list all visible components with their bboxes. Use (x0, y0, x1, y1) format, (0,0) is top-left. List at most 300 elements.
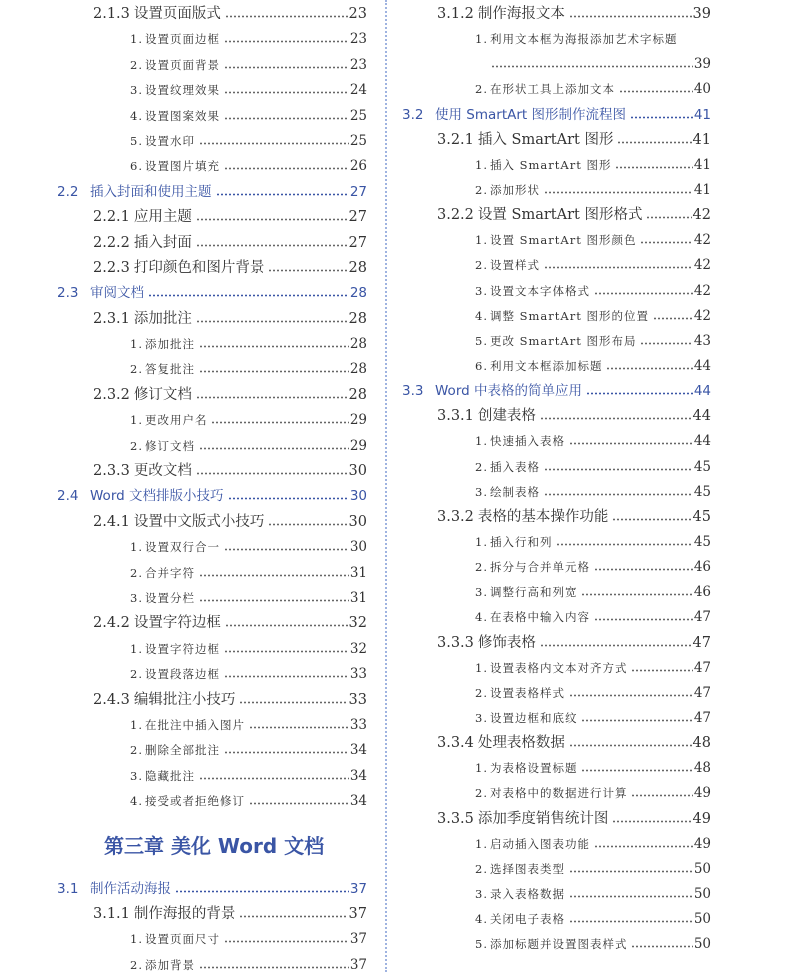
entry-number: 3. (475, 484, 488, 499)
page-number: 37 (349, 931, 367, 948)
dot-leader (612, 817, 691, 823)
entry-number: 4. (475, 912, 488, 927)
entry-number: 3.1.1 (93, 905, 130, 922)
page-number: 27 (349, 183, 367, 200)
page-number: 29 (349, 412, 367, 429)
entry-title: 拆分与合并单元格 (489, 560, 590, 575)
entry-number: 6. (475, 358, 488, 373)
toc-entry[interactable] (0, 104, 367, 129)
page-number: 47 (693, 659, 711, 676)
toc-entry[interactable] (395, 781, 711, 806)
page-number: 32 (349, 640, 367, 657)
entry-title: 设置页面边框 (144, 32, 220, 47)
page-number: 37 (349, 880, 367, 897)
entry-number: 2. (130, 438, 143, 453)
dot-leader (594, 615, 693, 621)
entry-number: 3.2.1 (437, 131, 474, 148)
entry-number: 2.2.3 (93, 259, 130, 276)
entry-number: 1. (475, 157, 488, 172)
entry-title: 添加标题并设置图表样式 (489, 937, 628, 952)
toc-entry[interactable] (0, 434, 367, 459)
entry-title: 接受或者拒绝修订 (144, 794, 245, 809)
dot-leader (175, 887, 349, 893)
entry-number: 2. (475, 786, 488, 801)
toc-entry[interactable] (0, 586, 367, 611)
entry-number: 3. (130, 83, 143, 98)
entry-title: 编辑批注小技巧 (133, 691, 236, 708)
entry-number: 2. (130, 57, 143, 72)
entry-number: 2. (130, 743, 143, 758)
toc-entry[interactable] (0, 789, 367, 814)
entry-title: 插入行和列 (489, 534, 553, 549)
toc-entry[interactable] (395, 731, 711, 756)
entry-number: 2. (475, 82, 488, 97)
dot-leader (224, 937, 349, 943)
entry-title: 利用文本框添加标题 (489, 358, 603, 373)
entry-title: 添加批注 (144, 337, 195, 352)
toc-entry[interactable] (395, 681, 711, 706)
dot-leader (225, 12, 348, 18)
toc-entry[interactable] (0, 332, 367, 357)
entry-number: 2. (130, 362, 143, 377)
toc-entry[interactable] (0, 205, 367, 230)
dot-leader (196, 241, 348, 247)
entry-number: 1. (130, 413, 143, 428)
entry-title: 调整行高和列宽 (489, 585, 578, 600)
entry-number: 3.3.1 (437, 408, 474, 425)
entry-number: 3. (475, 710, 488, 725)
toc-entry[interactable] (395, 329, 711, 354)
page-number: 44 (693, 357, 711, 374)
entry-number: 4. (475, 610, 488, 625)
dot-leader (612, 515, 691, 521)
page-number: 50 (693, 911, 711, 928)
page-number: 49 (692, 810, 711, 827)
entry-number: 1. (475, 233, 488, 248)
page-number: 28 (348, 259, 367, 276)
toc-entry[interactable] (395, 656, 711, 681)
page-number: 28 (349, 336, 367, 353)
entry-title: 插入表格 (489, 459, 540, 474)
page-number: 42 (693, 257, 711, 274)
entry-title: 设置水印 (144, 133, 195, 148)
entry-title: 设置段落边框 (144, 667, 220, 682)
entry-title: 设置图案效果 (144, 108, 220, 123)
dot-leader (196, 393, 348, 399)
toc-entry[interactable] (0, 561, 367, 586)
entry-number: 1. (475, 761, 488, 776)
entry-number: 3. (130, 590, 143, 605)
toc-entry[interactable] (395, 128, 711, 153)
page-number: 34 (349, 793, 367, 810)
page-number: 42 (693, 232, 711, 249)
page-number: 30 (349, 539, 367, 556)
dot-leader (586, 389, 693, 395)
entry-number: 3.3 (402, 383, 424, 400)
entry-title: 设置页面版式 (133, 6, 221, 22)
entry-title: 修订文档 (144, 438, 195, 453)
toc-entry[interactable] (0, 180, 367, 205)
entry-number: 2.3.2 (93, 386, 130, 403)
entry-number: 4. (130, 108, 143, 123)
entry-number: 3.1 (57, 880, 79, 897)
toc-entry[interactable] (0, 231, 367, 256)
dot-leader (199, 342, 349, 348)
toc-entry[interactable] (0, 510, 367, 535)
toc-entry[interactable] (0, 953, 367, 978)
page-number: 43 (693, 332, 711, 349)
column-divider (385, 0, 387, 972)
entry-title: 设置边框和底纹 (489, 710, 578, 725)
page-number: 37 (349, 956, 367, 973)
entry-number: 2. (475, 560, 488, 575)
toc-entry[interactable] (0, 927, 367, 952)
entry-title: 删除全部批注 (144, 743, 220, 758)
toc-entry[interactable] (0, 256, 367, 281)
page-number: 23 (349, 56, 367, 73)
entry-number: 2.4.1 (93, 513, 130, 530)
toc-right-column (395, 2, 711, 957)
page-number: 33 (348, 691, 367, 708)
toc-entry[interactable] (395, 857, 711, 882)
page-number: 33 (349, 666, 367, 683)
toc-entry[interactable] (395, 756, 711, 781)
toc-entry[interactable] (0, 738, 367, 763)
entry-title: 设置文本字体格式 (489, 283, 590, 298)
page-number: 49 (693, 835, 711, 852)
toc-entry[interactable] (0, 408, 367, 433)
toc-entry[interactable] (0, 53, 367, 78)
dot-leader (556, 540, 692, 546)
entry-title: 选择图表类型 (489, 861, 565, 876)
page-number: 30 (348, 513, 367, 530)
dot-leader (615, 163, 692, 169)
toc-entry[interactable] (0, 383, 367, 408)
entry-title: 快速插入表格 (489, 434, 565, 449)
entry-number: 2. (475, 861, 488, 876)
entry-title: 插入 SmartArt 图形 (477, 131, 614, 148)
entry-title: 设置 SmartArt 图形颜色 (489, 233, 637, 248)
entry-title: Word 中表格的简单应用 (435, 383, 582, 400)
toc-entry[interactable] (0, 154, 367, 179)
dot-leader (211, 418, 348, 424)
page-number: 28 (348, 310, 367, 327)
entry-title: 设置页面尺寸 (144, 932, 220, 947)
toc-entry[interactable] (0, 459, 367, 484)
toc-entry[interactable] (0, 27, 367, 52)
toc-entry[interactable] (395, 228, 711, 253)
page-number: 31 (349, 589, 367, 606)
entry-title: 启动插入图表功能 (489, 836, 590, 851)
entry-title: 设置字符边框 (133, 615, 221, 632)
toc-entry[interactable] (395, 555, 711, 580)
entry-number: 2.4.2 (93, 615, 130, 632)
entry-number: 1. (130, 32, 143, 47)
toc-entry[interactable] (0, 307, 367, 332)
toc-entry[interactable] (395, 153, 711, 178)
toc-entry[interactable] (0, 662, 367, 687)
toc-entry[interactable] (395, 706, 711, 731)
entry-number: 2.2.1 (93, 209, 130, 226)
entry-title: 设置表格样式 (489, 685, 565, 700)
page-number: 45 (692, 508, 711, 525)
entry-title: 利用文本框为海报添加艺术字标题 (489, 32, 678, 47)
page-number: 41 (692, 131, 711, 148)
toc-entry[interactable] (0, 129, 367, 154)
page-number: 41 (693, 181, 711, 198)
dot-leader (199, 571, 349, 577)
dot-leader (239, 698, 347, 704)
toc-entry[interactable] (395, 404, 711, 429)
page-number: 48 (693, 760, 711, 777)
toc-entry[interactable] (0, 281, 367, 306)
entry-title: 为表格设置标题 (489, 761, 578, 776)
entry-title: 设置页面背景 (144, 57, 220, 72)
entry-number: 3.1.2 (437, 6, 474, 22)
entry-title: 设置图片填充 (144, 159, 220, 174)
entry-title: 设置表格内文本对齐方式 (489, 660, 628, 675)
toc-entry[interactable] (395, 580, 711, 605)
dot-leader (631, 666, 692, 672)
dot-leader (544, 490, 693, 496)
entry-number: 1. (130, 641, 143, 656)
page-number: 47 (692, 634, 711, 651)
entry-title: 插入封面和使用主题 (90, 183, 212, 200)
toc-entry[interactable] (395, 2, 711, 27)
page-number: 45 (693, 533, 711, 550)
page-number: 28 (349, 285, 367, 302)
page-number: 47 (693, 684, 711, 701)
toc-entry[interactable] (395, 77, 711, 102)
page-number: 49 (693, 785, 711, 802)
chapter-heading: 第三章 美化 Word 文档 (104, 833, 325, 858)
dot-leader (224, 164, 349, 170)
toc-entry[interactable] (395, 807, 711, 832)
dot-leader (594, 289, 693, 295)
page-number: 50 (693, 885, 711, 902)
entry-title: 创建表格 (477, 408, 536, 425)
entry-number: 1. (130, 932, 143, 947)
toc-entry[interactable] (395, 505, 711, 530)
page-number: 31 (349, 564, 367, 581)
entry-title: 添加背景 (144, 957, 195, 972)
entry-number: 3.3.5 (437, 810, 474, 827)
dot-leader (224, 647, 349, 653)
entry-number: 1. (475, 836, 488, 851)
dot-leader (196, 215, 348, 221)
entry-number: 3.3.4 (437, 735, 474, 752)
entry-number: 1. (130, 540, 143, 555)
entry-number: 2.3.1 (93, 310, 130, 327)
entry-title: Word 文档排版小技巧 (90, 488, 224, 505)
page-number: 42 (693, 307, 711, 324)
dot-leader (569, 439, 693, 445)
page-number: 44 (692, 408, 711, 425)
dot-leader (239, 912, 347, 918)
toc-entry[interactable] (0, 764, 367, 789)
dot-leader (569, 867, 693, 873)
page-number: 42 (693, 282, 711, 299)
dot-leader (544, 465, 693, 471)
entry-number: 3. (130, 768, 143, 783)
toc-entry[interactable] (395, 354, 711, 379)
page-number: 25 (349, 107, 367, 124)
entry-title: 更改 SmartArt 图形布局 (489, 333, 637, 348)
toc-entry[interactable] (395, 605, 711, 630)
page-number: 42 (692, 207, 711, 224)
dot-leader (199, 444, 349, 450)
dot-leader (224, 88, 349, 94)
entry-title: 使用 SmartArt 图形制作流程图 (435, 106, 626, 123)
toc-entry[interactable] (395, 631, 711, 656)
toc-entry[interactable] (395, 27, 711, 52)
entry-title: 更改文档 (133, 463, 192, 480)
entry-number: 5. (130, 133, 143, 148)
dot-leader (606, 364, 692, 370)
toc-entry[interactable] (0, 637, 367, 662)
entry-number: 2.2 (57, 183, 79, 200)
page-number: 30 (348, 463, 367, 480)
page-number: 46 (693, 584, 711, 601)
entry-title: 录入表格数据 (489, 886, 565, 901)
entry-title: 设置纹理效果 (144, 83, 220, 98)
toc-entry[interactable] (395, 203, 711, 228)
toc-entry[interactable] (395, 480, 711, 505)
page-number: 26 (349, 158, 367, 175)
entry-title: 打印颜色和图片背景 (133, 259, 265, 276)
entry-number: 1. (475, 534, 488, 549)
entry-number: 3. (475, 283, 488, 298)
entry-title: 设置样式 (489, 258, 540, 273)
entry-title: 插入 SmartArt 图形 (489, 157, 612, 172)
page-number: 37 (348, 905, 367, 922)
dot-leader (569, 917, 693, 923)
page-number: 44 (693, 383, 711, 400)
dot-leader (631, 791, 692, 797)
page-number: 23 (349, 31, 367, 48)
toc-entry[interactable] (0, 535, 367, 560)
toc-entry[interactable] (0, 78, 367, 103)
entry-number: 2. (475, 258, 488, 273)
dot-leader (617, 138, 691, 144)
dot-leader (199, 963, 349, 969)
entry-title: 更改用户名 (144, 413, 208, 428)
page-number: 47 (693, 709, 711, 726)
entry-number: 1. (475, 32, 488, 47)
entry-number: 2. (130, 667, 143, 682)
toc-entry[interactable] (395, 253, 711, 278)
entry-number: 6. (130, 159, 143, 174)
entry-title: 在批注中插入图片 (144, 717, 245, 732)
toc-entry[interactable] (395, 882, 711, 907)
toc-entry[interactable] (395, 530, 711, 555)
entry-title: 答复批注 (144, 362, 195, 377)
toc-entry[interactable] (0, 902, 367, 927)
entry-number: 4. (130, 794, 143, 809)
toc-entry[interactable] (0, 611, 367, 636)
dot-leader (631, 942, 692, 948)
toc-entry[interactable] (395, 52, 711, 77)
entry-number: 4. (475, 308, 488, 323)
entry-number: 3.2.2 (437, 207, 474, 224)
dot-leader (249, 799, 349, 805)
toc-entry[interactable] (395, 455, 711, 480)
page-number: 32 (348, 615, 367, 632)
page-number: 30 (349, 488, 367, 505)
dot-leader (224, 672, 349, 678)
toc-entry[interactable] (395, 907, 711, 932)
dot-leader (569, 741, 692, 747)
dot-leader (199, 774, 349, 780)
entry-title: 制作活动海报 (90, 880, 171, 897)
entry-title: 设置字符边框 (144, 641, 220, 656)
toc-entry[interactable] (395, 178, 711, 203)
toc-entry[interactable] (0, 877, 367, 902)
entry-title: 调整 SmartArt 图形的位置 (489, 308, 649, 323)
entry-number: 2.1.3 (93, 6, 130, 22)
entry-number: 1. (475, 434, 488, 449)
page-number: 39 (693, 56, 711, 73)
toc-entry[interactable] (395, 304, 711, 329)
entry-title: 设置分栏 (144, 590, 195, 605)
dot-leader (581, 716, 692, 722)
dot-leader (491, 62, 693, 68)
toc-entry[interactable] (395, 832, 711, 857)
entry-title: 处理表格数据 (477, 735, 565, 752)
page-number: 45 (693, 458, 711, 475)
page-number: 48 (692, 735, 711, 752)
toc-entry[interactable] (395, 279, 711, 304)
page-number: 24 (349, 82, 367, 99)
toc-entry[interactable] (0, 484, 367, 509)
toc-entry[interactable] (395, 932, 711, 957)
dot-leader (224, 114, 349, 120)
dot-leader (594, 565, 693, 571)
entry-title: 表格的基本操作功能 (477, 508, 609, 525)
dot-leader (619, 87, 693, 93)
entry-title: 修饰表格 (477, 634, 536, 651)
entry-number: 2. (475, 685, 488, 700)
entry-title: 合并字符 (144, 565, 195, 580)
page-number: 47 (693, 609, 711, 626)
entry-title: 设置 SmartArt 图形格式 (477, 207, 643, 224)
dot-leader (268, 266, 347, 272)
entry-title: 插入封面 (133, 234, 192, 251)
toc-entry[interactable] (0, 2, 367, 27)
page-number: 44 (693, 433, 711, 450)
toc-entry[interactable] (0, 688, 367, 713)
entry-number: 2. (475, 182, 488, 197)
entry-title: 对表格中的数据进行计算 (489, 786, 628, 801)
dot-leader (249, 723, 349, 729)
toc-entry[interactable] (0, 713, 367, 738)
dot-leader (268, 520, 347, 526)
toc-left-column (0, 2, 367, 978)
dot-leader (569, 892, 693, 898)
entry-number: 3. (475, 585, 488, 600)
dot-leader (199, 367, 349, 373)
toc-entry[interactable] (0, 357, 367, 382)
page-number: 40 (693, 81, 711, 98)
toc-entry[interactable] (395, 379, 711, 404)
entry-title: 在形状工具上添加文本 (489, 82, 615, 97)
dot-leader (196, 469, 348, 475)
page-number: 46 (693, 559, 711, 576)
page-number: 29 (349, 437, 367, 454)
toc-entry[interactable] (395, 429, 711, 454)
toc-entry[interactable] (395, 103, 711, 128)
entry-title: 在表格中输入内容 (489, 610, 590, 625)
